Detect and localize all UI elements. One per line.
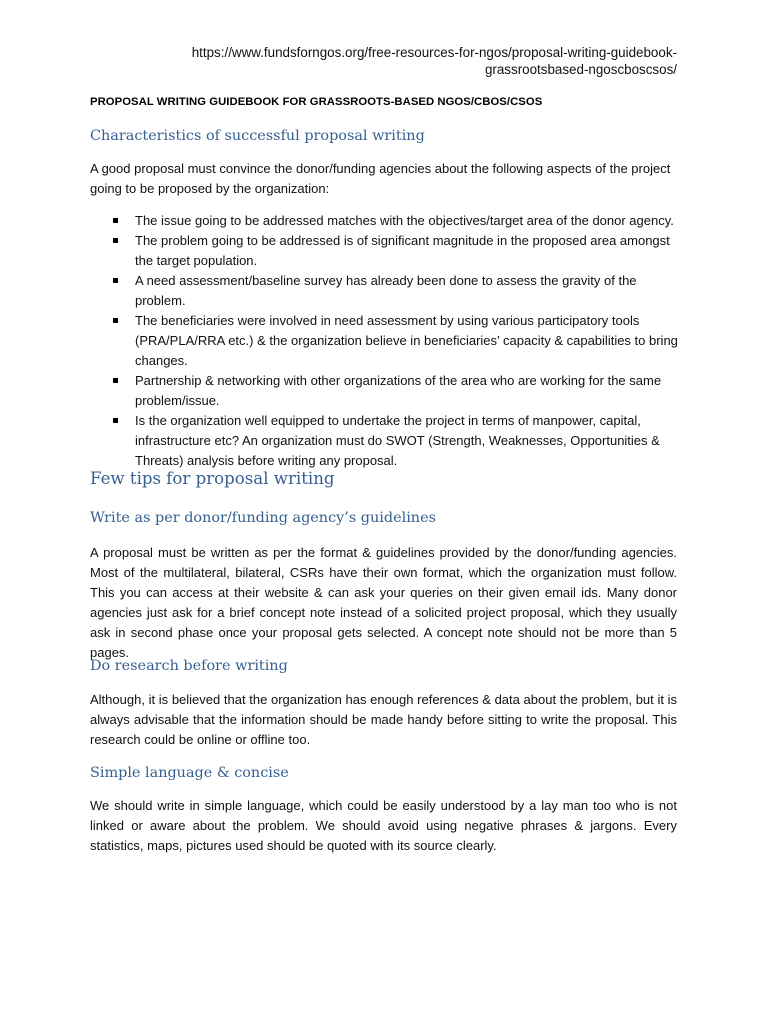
guidelines-body: A proposal must be written as per the format & guidelines provided by the donor/funding agencies. Most of the multilateral, bilateral, CSRs have their own format, which the organization must follow. This you can access at their website & can ask your queries on their given email ids. Many donor agencies just ask for a brief concept note instead of a solicited project proposal, which they usually ask in second phase once your proposal gets selected. A concept note should not be more than 5 pages. xyxy=(90,545,677,660)
heading-tips: Few tips for proposal writing xyxy=(90,469,335,488)
heading-simple-language: Simple language & concise xyxy=(90,765,289,781)
list-item xyxy=(90,411,680,471)
characteristics-intro: A good proposal must convince the donor/funding agencies about the following aspects of the project going to be proposed by the organization: xyxy=(90,161,671,196)
list-item xyxy=(90,211,680,231)
list-item-text: Is the organization well equipped to undertake the project in terms of manpower, capital, infrastructure etc? An organization must do SWOT (Strength, Weaknesses, Opportunities & Threats) analysis before writing any proposal. xyxy=(135,413,660,468)
list-item-text: A need assessment/baseline survey has already been done to assess the gravity of the problem. xyxy=(135,273,637,308)
source-url: https://www.fundsforngos.org/free-resources-for-ngos/proposal-writing-guidebook-grassrootsbased-ngoscboscsos/ xyxy=(191,45,677,77)
bullet-icon xyxy=(113,318,118,323)
bullet-icon xyxy=(113,278,118,283)
list-item-text: Partnership & networking with other organizations of the area who are working for the same problem/issue. xyxy=(135,373,662,408)
bullet-icon xyxy=(113,238,118,243)
characteristics-list xyxy=(90,211,680,471)
heading-guidelines: Write as per donor/funding agency’s guidelines xyxy=(90,510,436,526)
simple-language-body: We should write in simple language, which could be easily understood by a lay man too who is not linked or aware about the problem. We should avoid using negative phrases & jargons. Every statistics, maps, pictures used should be quoted with its source clearly. xyxy=(90,798,677,853)
list-item xyxy=(90,231,680,271)
bullet-icon xyxy=(113,218,118,223)
list-item-text: The issue going to be addressed matches with the objectives/target area of the donor agency. xyxy=(135,213,674,228)
list-item-text: The problem going to be addressed is of significant magnitude in the proposed area amongst the target population. xyxy=(135,233,670,268)
document-title: PROPOSAL WRITING GUIDEBOOK FOR GRASSROOTS-BASED NGOS/CBOS/CSOS xyxy=(90,96,543,108)
heading-research: Do research before writing xyxy=(90,658,288,674)
bullet-icon xyxy=(113,418,118,423)
list-item xyxy=(90,271,680,311)
list-item xyxy=(90,311,680,371)
list-item-text: The beneficiaries were involved in need assessment by using various participatory tools (PRA/PLA/RRA etc.) & the organization believe in beneficiaries’ capacity & capabilities to bring changes. xyxy=(135,313,678,368)
list-item xyxy=(90,371,680,411)
bullet-icon xyxy=(113,378,118,383)
research-body: Although, it is believed that the organization has enough references & data about the problem, but it is always advisable that the information should be made handy before sitting to write the proposal. This research could be online or offline too. xyxy=(90,692,677,747)
heading-characteristics: Characteristics of successful proposal writing xyxy=(90,128,425,144)
